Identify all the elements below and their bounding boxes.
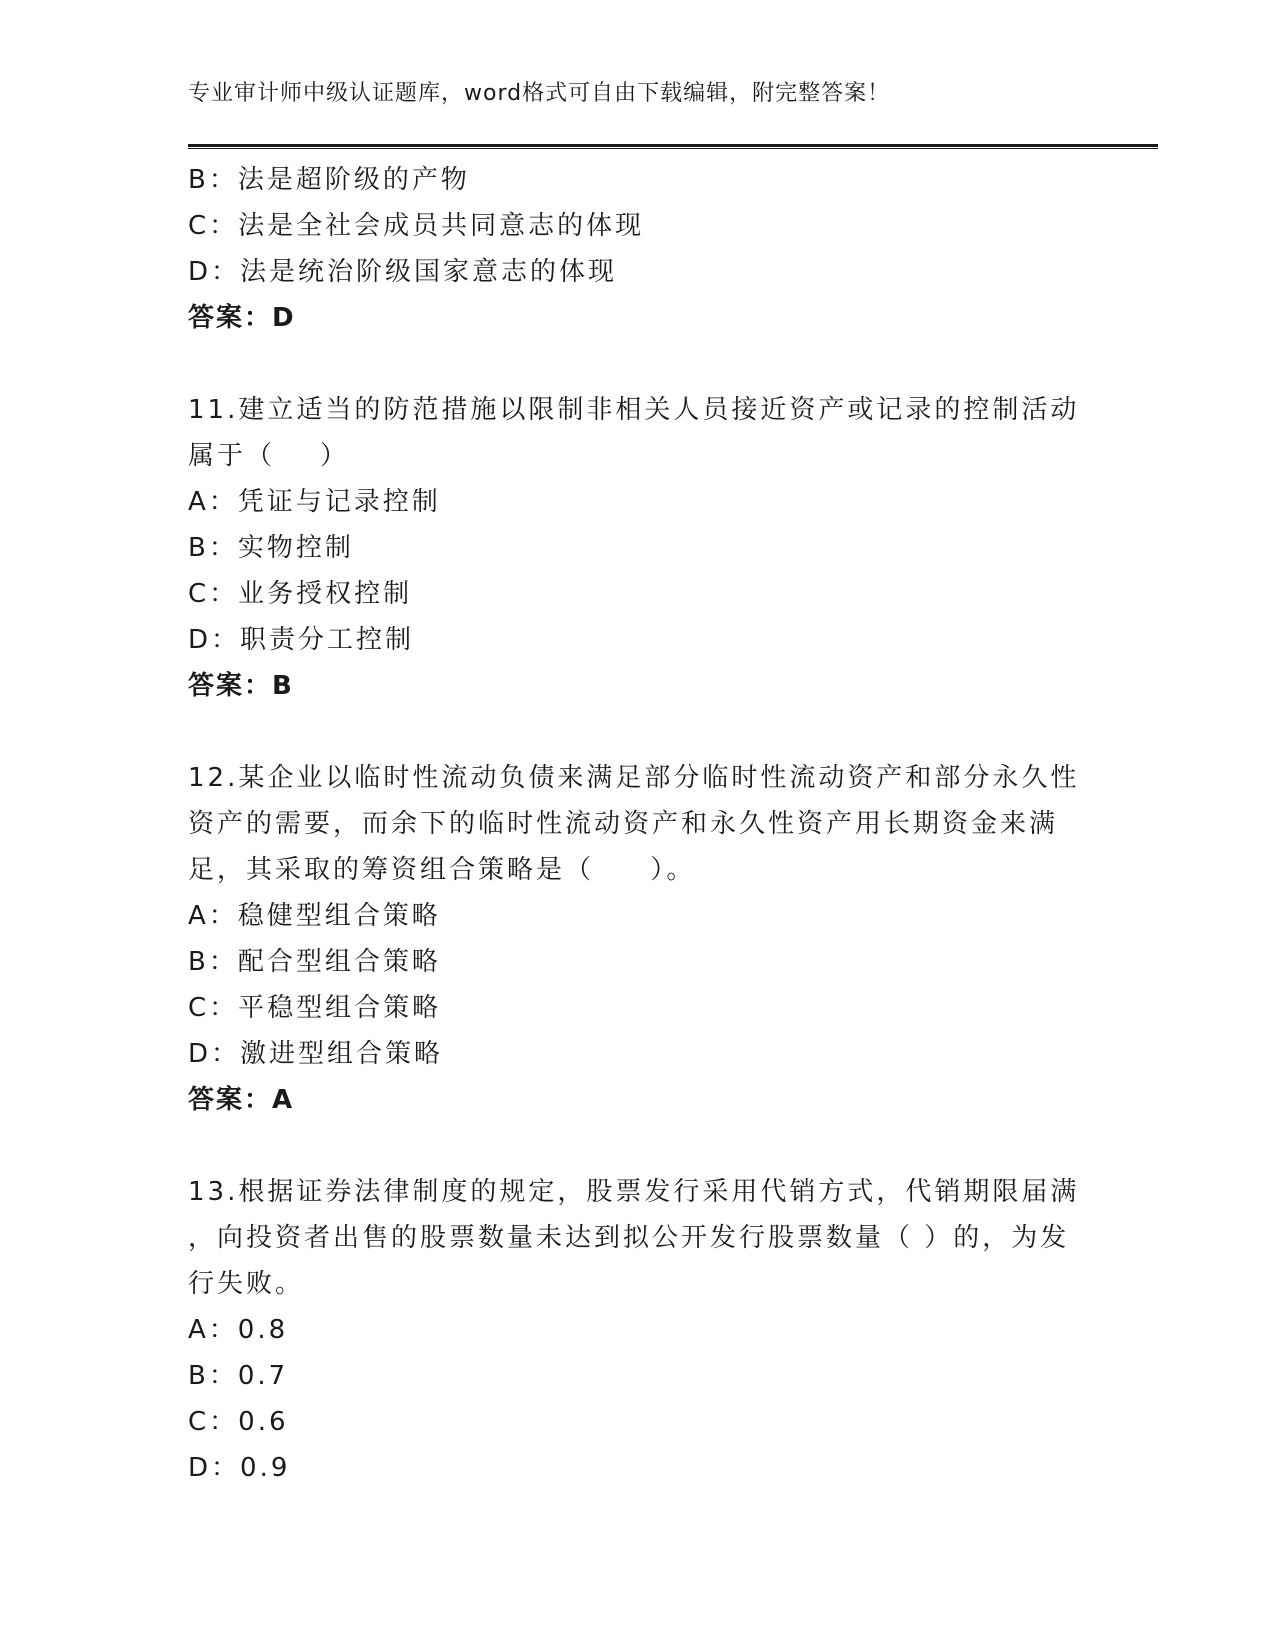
option-c: C：平稳型组合策略 xyxy=(188,993,442,1023)
option-c: C：法是全社会成员共同意志的体现 xyxy=(188,211,645,241)
answer-line: 答案：A xyxy=(188,1085,295,1115)
option-b: B：0.7 xyxy=(188,1361,289,1391)
question-stem-line: 11.建立适当的防范措施以限制非相关人员接近资产或记录的控制活动 xyxy=(188,395,1080,425)
question-stem-line: 行失败。 xyxy=(188,1269,305,1299)
question-11 xyxy=(188,387,1088,709)
option-d: D：激进型组合策略 xyxy=(188,1039,444,1069)
option-d: D：0.9 xyxy=(188,1453,291,1483)
question-12 xyxy=(188,755,1088,1123)
question-stem-line: 12.某企业以临时性流动负债来满足部分临时性流动资产和部分永久性 xyxy=(188,763,1080,793)
question-stem-line: 资产的需要，而余下的临时性流动资产和永久性资产用长期资金来满 xyxy=(188,809,1059,839)
option-c: C：业务授权控制 xyxy=(188,579,413,609)
question-stem-line: 属于（ ） xyxy=(188,441,350,471)
header-divider xyxy=(188,144,1158,149)
option-b: B：法是超阶级的产物 xyxy=(188,165,470,195)
page-header: 专业审计师中级认证题库，word格式可自由下载编辑，附完整答案！ xyxy=(188,81,891,106)
option-b: B：配合型组合策略 xyxy=(188,947,441,977)
page-content xyxy=(188,157,1088,1491)
question-stem-line: ，向投资者出售的股票数量未达到拟公开发行股票数量（ ）的，为发 xyxy=(188,1223,1070,1253)
option-a: A：稳健型组合策略 xyxy=(188,901,441,931)
answer-line: 答案：B xyxy=(188,671,294,701)
question-stem-line: 13.根据证券法律制度的规定，股票发行采用代销方式，代销期限届满 xyxy=(188,1177,1080,1207)
carryover-question xyxy=(188,157,1088,341)
question-13 xyxy=(188,1169,1088,1491)
option-c: C：0.6 xyxy=(188,1407,289,1437)
option-b: B：实物控制 xyxy=(188,533,354,563)
answer-line: 答案：D xyxy=(188,303,296,333)
option-d: D：职责分工控制 xyxy=(188,625,415,655)
option-a: A：0.8 xyxy=(188,1315,289,1345)
option-a: A：凭证与记录控制 xyxy=(188,487,441,517)
question-stem-line: 足，其采取的筹资组合策略是（ ）。 xyxy=(188,855,696,885)
option-d: D：法是统治阶级国家意志的体现 xyxy=(188,257,618,287)
